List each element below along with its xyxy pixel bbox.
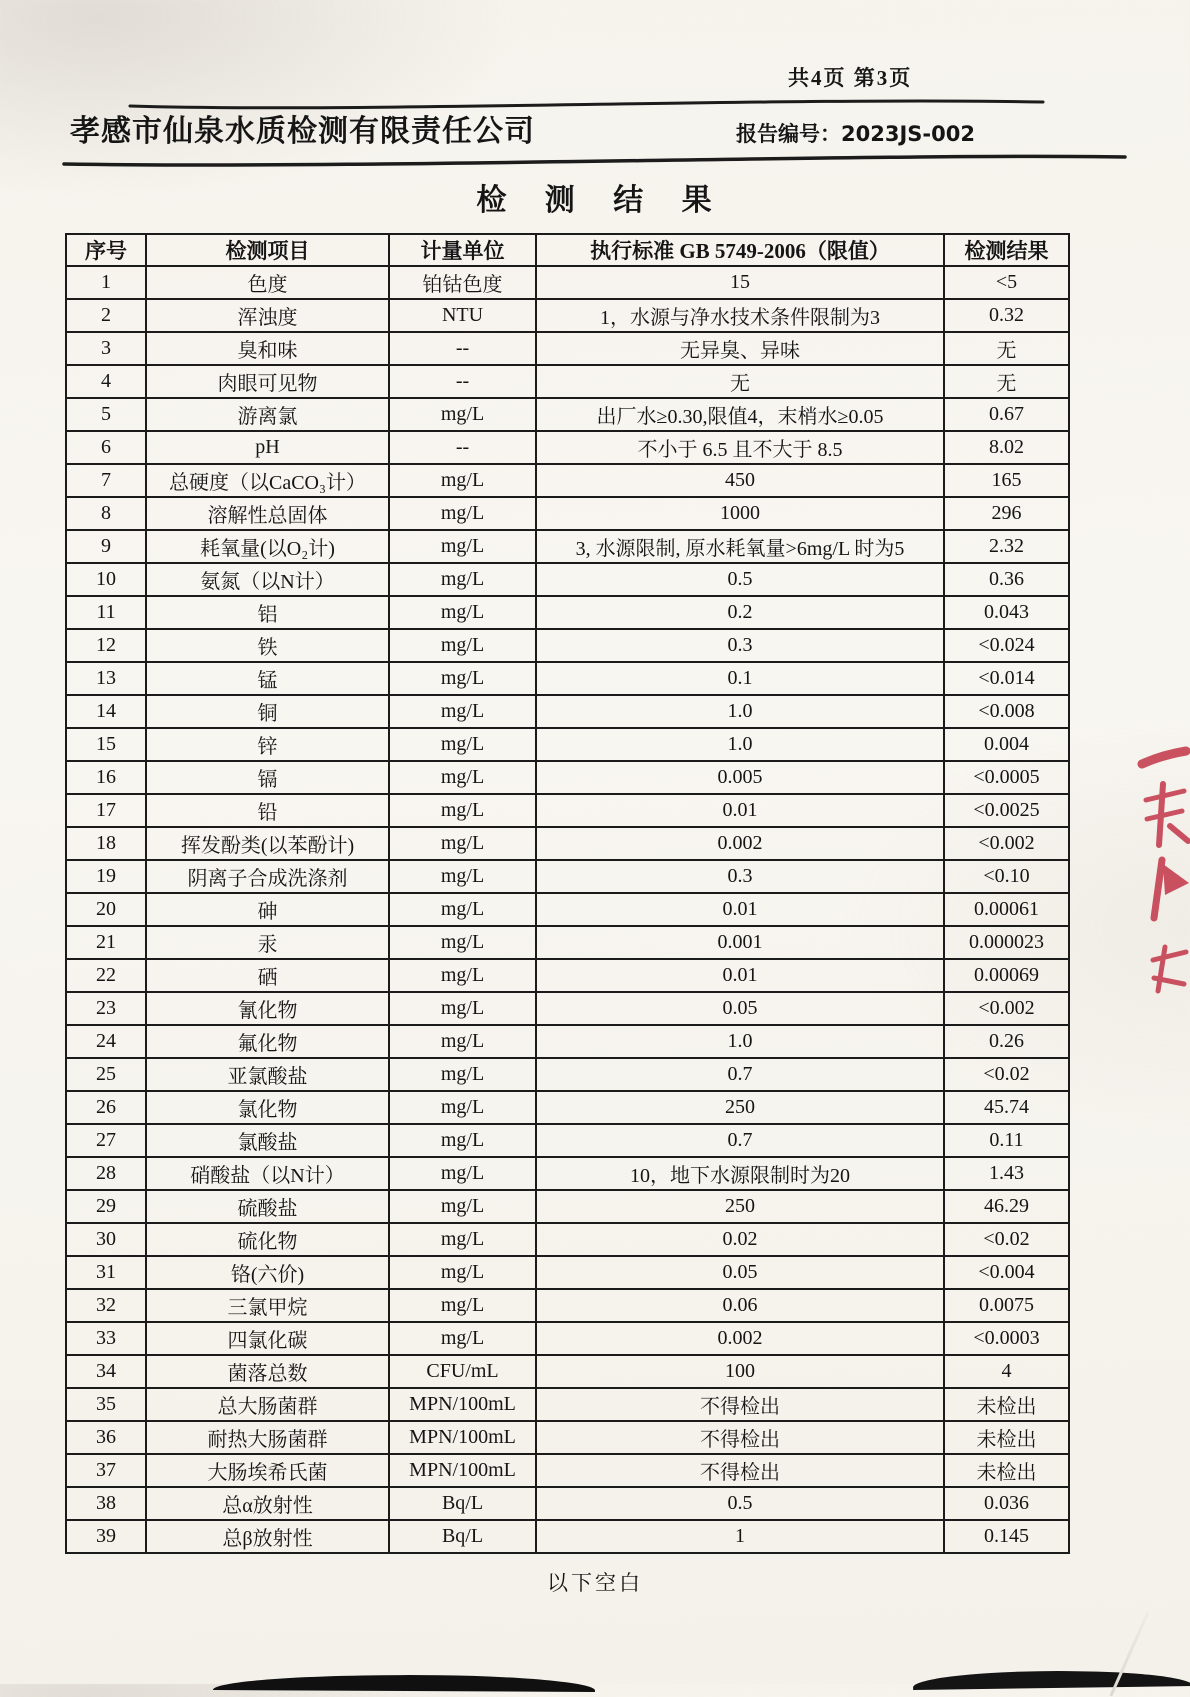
row-index: 20 (66, 893, 146, 926)
unit: mg/L (389, 1091, 536, 1124)
result: 无 (944, 332, 1069, 365)
standard-limit: 无 (536, 365, 944, 398)
table-row (66, 497, 1069, 530)
unit: mg/L (389, 1058, 536, 1091)
item-name: 氯酸盐 (146, 1124, 389, 1157)
table-row (66, 1322, 1069, 1355)
item-name: 硫化物 (146, 1223, 389, 1256)
row-index: 23 (66, 992, 146, 1025)
unit: mg/L (389, 1256, 536, 1289)
item-name: 肉眼可见物 (146, 365, 389, 398)
table-row (66, 926, 1069, 959)
result: <0.02 (944, 1058, 1069, 1091)
result: 0.0075 (944, 1289, 1069, 1322)
result: 0.26 (944, 1025, 1069, 1058)
result: 8.02 (944, 431, 1069, 464)
standard-limit: 0.005 (536, 761, 944, 794)
unit: mg/L (389, 827, 536, 860)
standard-limit: 0.5 (536, 1487, 944, 1520)
item-name: 氯化物 (146, 1091, 389, 1124)
row-index: 10 (66, 563, 146, 596)
row-index: 8 (66, 497, 146, 530)
table-row (66, 1091, 1069, 1124)
standard-limit: 0.002 (536, 1322, 944, 1355)
item-name: 耗氧量(以O₂计) (146, 530, 389, 563)
row-index: 26 (66, 1091, 146, 1124)
standard-limit: 15 (536, 266, 944, 299)
item-name: 亚氯酸盐 (146, 1058, 389, 1091)
result: <0.0005 (944, 761, 1069, 794)
table-row (66, 794, 1069, 827)
unit: Bq/L (389, 1487, 536, 1520)
unit: CFU/mL (389, 1355, 536, 1388)
item-name: 锌 (146, 728, 389, 761)
table-row (66, 530, 1069, 563)
item-name: 大肠埃希氏菌 (146, 1454, 389, 1487)
item-name: 砷 (146, 893, 389, 926)
table-row (66, 1388, 1069, 1421)
standard-limit: 100 (536, 1355, 944, 1388)
item-name: 氰化物 (146, 992, 389, 1025)
standard-limit: 10，地下水源限制时为20 (536, 1157, 944, 1190)
table-row (66, 1190, 1069, 1223)
item-name: 总α放射性 (146, 1487, 389, 1520)
unit: mg/L (389, 1322, 536, 1355)
item-name: 汞 (146, 926, 389, 959)
unit: mg/L (389, 926, 536, 959)
result: 0.00069 (944, 959, 1069, 992)
item-name: 总β放射性 (146, 1520, 389, 1553)
result: 296 (944, 497, 1069, 530)
column-header-row-index: 序号 (66, 234, 146, 266)
standard-limit: 250 (536, 1091, 944, 1124)
unit: mg/L (389, 464, 536, 497)
unit: mg/L (389, 530, 536, 563)
result: <0.002 (944, 827, 1069, 860)
table-row (66, 629, 1069, 662)
table-row (66, 695, 1069, 728)
table-row (66, 1454, 1069, 1487)
unit: mg/L (389, 1124, 536, 1157)
result: 0.32 (944, 299, 1069, 332)
standard-limit: 0.3 (536, 629, 944, 662)
column-header-result: 检测结果 (944, 234, 1069, 266)
unit: mg/L (389, 1289, 536, 1322)
standard-limit: 0.002 (536, 827, 944, 860)
red-seal-stamp-fragment (1132, 742, 1190, 994)
row-index: 30 (66, 1223, 146, 1256)
row-index: 2 (66, 299, 146, 332)
item-name: 游离氯 (146, 398, 389, 431)
result: <5 (944, 266, 1069, 299)
column-header-unit: 计量单位 (389, 234, 536, 266)
standard-limit: 0.1 (536, 662, 944, 695)
standard-limit: 3, 水源限制, 原水耗氧量>6mg/L 时为5 (536, 530, 944, 563)
result: 无 (944, 365, 1069, 398)
table-row (66, 1487, 1069, 1520)
table-row (66, 1256, 1069, 1289)
item-name: 硒 (146, 959, 389, 992)
unit: mg/L (389, 959, 536, 992)
standard-limit: 出厂水≥0.30,限值4，末梢水≥0.05 (536, 398, 944, 431)
standard-limit: 1.0 (536, 728, 944, 761)
result: <0.024 (944, 629, 1069, 662)
item-name: 耐热大肠菌群 (146, 1421, 389, 1454)
standard-limit: 不得检出 (536, 1388, 944, 1421)
item-name: 锰 (146, 662, 389, 695)
result: <0.02 (944, 1223, 1069, 1256)
standard-limit: 1，水源与净水技术条件限制为3 (536, 299, 944, 332)
table-row (66, 1124, 1069, 1157)
standard-limit: 1.0 (536, 695, 944, 728)
row-index: 19 (66, 860, 146, 893)
row-index: 15 (66, 728, 146, 761)
result: 1.43 (944, 1157, 1069, 1190)
result: <0.0003 (944, 1322, 1069, 1355)
result: <0.004 (944, 1256, 1069, 1289)
table-row (66, 1223, 1069, 1256)
standard-limit: 不得检出 (536, 1421, 944, 1454)
item-name: 铜 (146, 695, 389, 728)
unit: -- (389, 365, 536, 398)
row-index: 33 (66, 1322, 146, 1355)
scan-artifact-bottom-right (913, 1669, 1190, 1690)
unit: 铂钴色度 (389, 266, 536, 299)
result: 45.74 (944, 1091, 1069, 1124)
row-index: 17 (66, 794, 146, 827)
row-index: 28 (66, 1157, 146, 1190)
unit: -- (389, 332, 536, 365)
table-row (66, 431, 1069, 464)
item-name: pH (146, 431, 389, 464)
row-index: 39 (66, 1520, 146, 1553)
item-name: 挥发酚类(以苯酚计) (146, 827, 389, 860)
standard-limit: 0.05 (536, 992, 944, 1025)
unit: Bq/L (389, 1520, 536, 1553)
standard-limit: 1.0 (536, 1025, 944, 1058)
table-row (66, 398, 1069, 431)
standard-limit: 0.01 (536, 794, 944, 827)
document-title: 检 测 结 果 (476, 183, 714, 218)
item-name: 铁 (146, 629, 389, 662)
item-name: 铅 (146, 794, 389, 827)
result: <0.0025 (944, 794, 1069, 827)
table-row (66, 761, 1069, 794)
unit: mg/L (389, 1025, 536, 1058)
table-row (66, 464, 1069, 497)
item-name: 氨氮（以N计） (146, 563, 389, 596)
result: 未检出 (944, 1388, 1069, 1421)
unit: mg/L (389, 1190, 536, 1223)
table-row (66, 992, 1069, 1025)
table-row (66, 662, 1069, 695)
unit: mg/L (389, 794, 536, 827)
table-row (66, 1421, 1069, 1454)
unit: MPN/100mL (389, 1388, 536, 1421)
row-index: 13 (66, 662, 146, 695)
row-index: 9 (66, 530, 146, 563)
row-index: 25 (66, 1058, 146, 1091)
unit: mg/L (389, 860, 536, 893)
result: 0.145 (944, 1520, 1069, 1553)
result: 未检出 (944, 1454, 1069, 1487)
standard-limit: 0.05 (536, 1256, 944, 1289)
table-header-row (66, 234, 1069, 266)
item-name: 阴离子合成洗涤剂 (146, 860, 389, 893)
item-name: 铝 (146, 596, 389, 629)
header-bottom-rule (62, 150, 1128, 170)
table-row (66, 1058, 1069, 1091)
table-row (66, 365, 1069, 398)
unit: mg/L (389, 662, 536, 695)
table-row (66, 1025, 1069, 1058)
standard-limit: 0.2 (536, 596, 944, 629)
item-name: 菌落总数 (146, 1355, 389, 1388)
table-row (66, 893, 1069, 926)
standard-limit: 无异臭、异味 (536, 332, 944, 365)
item-name: 臭和味 (146, 332, 389, 365)
row-index: 3 (66, 332, 146, 365)
unit: mg/L (389, 1157, 536, 1190)
row-index: 29 (66, 1190, 146, 1223)
unit: mg/L (389, 563, 536, 596)
unit: mg/L (389, 497, 536, 530)
item-name: 浑浊度 (146, 299, 389, 332)
result: 0.11 (944, 1124, 1069, 1157)
standard-limit: 不小于 6.5 且不大于 8.5 (536, 431, 944, 464)
row-index: 11 (66, 596, 146, 629)
report-number: 报告编号：2023JS-002 (736, 122, 975, 146)
result: <0.008 (944, 695, 1069, 728)
row-index: 34 (66, 1355, 146, 1388)
standard-limit: 0.01 (536, 959, 944, 992)
row-index: 36 (66, 1421, 146, 1454)
item-name: 总大肠菌群 (146, 1388, 389, 1421)
unit: mg/L (389, 761, 536, 794)
item-name: 四氯化碳 (146, 1322, 389, 1355)
row-index: 7 (66, 464, 146, 497)
row-index: 12 (66, 629, 146, 662)
blank-below-note: 以下空白 (547, 1571, 643, 1595)
result: 0.036 (944, 1487, 1069, 1520)
unit: mg/L (389, 596, 536, 629)
row-index: 21 (66, 926, 146, 959)
unit: mg/L (389, 398, 536, 431)
standard-limit: 不得检出 (536, 1454, 944, 1487)
result: 165 (944, 464, 1069, 497)
row-index: 16 (66, 761, 146, 794)
result: 0.36 (944, 563, 1069, 596)
company-name: 孝感市仙泉水质检测有限责任公司 (70, 114, 535, 149)
result: 0.004 (944, 728, 1069, 761)
unit: mg/L (389, 629, 536, 662)
table-row (66, 596, 1069, 629)
table-row (66, 332, 1069, 365)
item-name: 镉 (146, 761, 389, 794)
column-header-item-name: 检测项目 (146, 234, 389, 266)
standard-limit: 250 (536, 1190, 944, 1223)
table-row (66, 563, 1069, 596)
unit: mg/L (389, 1223, 536, 1256)
column-header-standard-limit: 执行标准 GB 5749-2006（限值） (536, 234, 944, 266)
standard-limit: 0.06 (536, 1289, 944, 1322)
row-index: 35 (66, 1388, 146, 1421)
row-index: 38 (66, 1487, 146, 1520)
result: 2.32 (944, 530, 1069, 563)
item-name: 氟化物 (146, 1025, 389, 1058)
results-table-body (66, 266, 1069, 1553)
row-index: 37 (66, 1454, 146, 1487)
item-name: 三氯甲烷 (146, 1289, 389, 1322)
results-table (65, 233, 1070, 1554)
unit: mg/L (389, 695, 536, 728)
standard-limit: 0.7 (536, 1124, 944, 1157)
item-name: 总硬度（以CaCO₃计） (146, 464, 389, 497)
item-name: 溶解性总固体 (146, 497, 389, 530)
standard-limit: 0.001 (536, 926, 944, 959)
table-row (66, 1289, 1069, 1322)
unit: mg/L (389, 992, 536, 1025)
table-row (66, 266, 1069, 299)
row-index: 24 (66, 1025, 146, 1058)
table-row (66, 299, 1069, 332)
item-name: 硝酸盐（以N计） (146, 1157, 389, 1190)
result: 0.043 (944, 596, 1069, 629)
row-index: 5 (66, 398, 146, 431)
table-row (66, 1520, 1069, 1553)
result: <0.002 (944, 992, 1069, 1025)
standard-limit: 1000 (536, 497, 944, 530)
result: 4 (944, 1355, 1069, 1388)
table-row (66, 827, 1069, 860)
item-name: 铬(六价) (146, 1256, 389, 1289)
result: <0.014 (944, 662, 1069, 695)
page-number-indicator: 共4页 第3页 (788, 66, 913, 90)
row-index: 27 (66, 1124, 146, 1157)
row-index: 18 (66, 827, 146, 860)
row-index: 22 (66, 959, 146, 992)
standard-limit: 0.5 (536, 563, 944, 596)
row-index: 32 (66, 1289, 146, 1322)
result: 0.000023 (944, 926, 1069, 959)
unit: mg/L (389, 893, 536, 926)
result: 未检出 (944, 1421, 1069, 1454)
standard-limit: 0.7 (536, 1058, 944, 1091)
standard-limit: 0.01 (536, 893, 944, 926)
unit: mg/L (389, 728, 536, 761)
scan-artifact-bottom-left (213, 1674, 595, 1692)
result: 0.00061 (944, 893, 1069, 926)
row-index: 6 (66, 431, 146, 464)
table-row (66, 860, 1069, 893)
table-row (66, 728, 1069, 761)
row-index: 14 (66, 695, 146, 728)
unit: MPN/100mL (389, 1421, 536, 1454)
unit: -- (389, 431, 536, 464)
result: 0.67 (944, 398, 1069, 431)
item-name: 色度 (146, 266, 389, 299)
row-index: 31 (66, 1256, 146, 1289)
standard-limit: 0.3 (536, 860, 944, 893)
standard-limit: 1 (536, 1520, 944, 1553)
result: 46.29 (944, 1190, 1069, 1223)
table-row (66, 1157, 1069, 1190)
table-row (66, 1355, 1069, 1388)
row-index: 1 (66, 266, 146, 299)
unit: NTU (389, 299, 536, 332)
item-name: 硫酸盐 (146, 1190, 389, 1223)
standard-limit: 0.02 (536, 1223, 944, 1256)
unit: MPN/100mL (389, 1454, 536, 1487)
result: <0.10 (944, 860, 1069, 893)
standard-limit: 450 (536, 464, 944, 497)
row-index: 4 (66, 365, 146, 398)
table-row (66, 959, 1069, 992)
